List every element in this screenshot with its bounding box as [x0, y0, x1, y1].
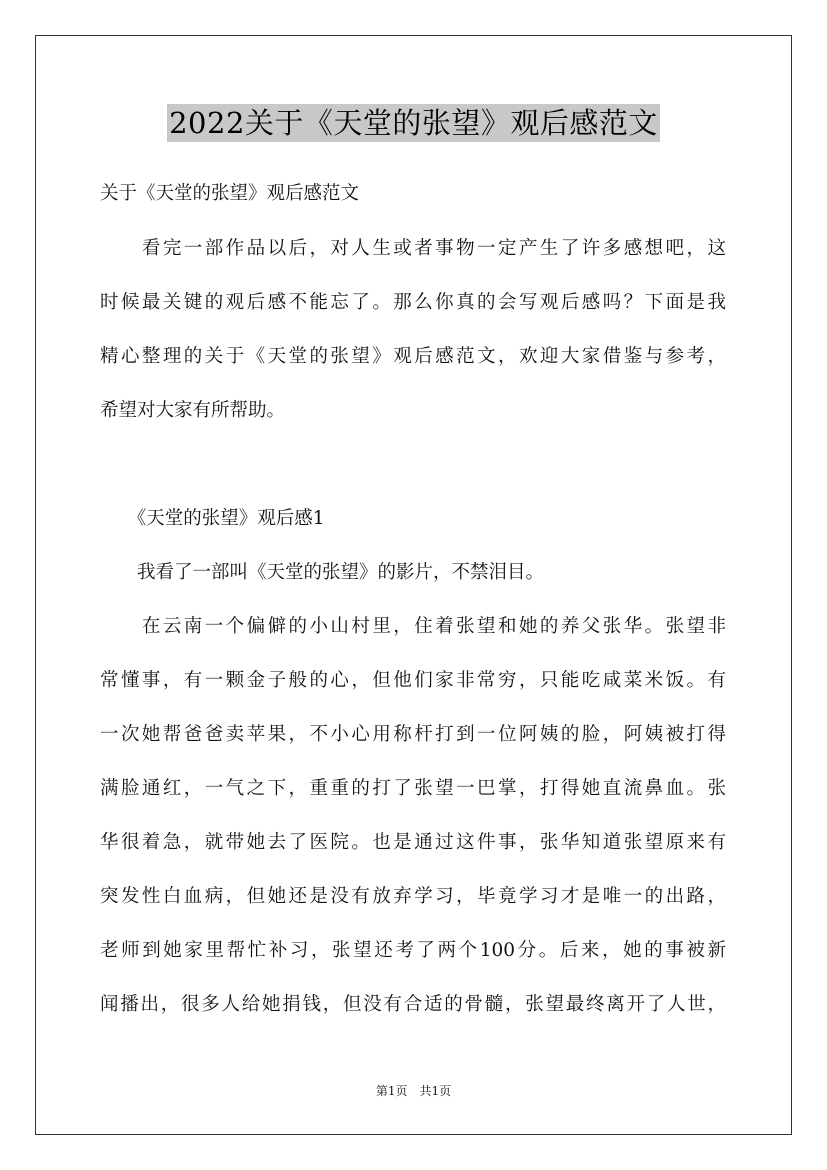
intro-line-2: 时候最关键的观后感不能忘了。那么你真的会写观后感吗？下面是我: [100, 292, 726, 313]
document-title: 2022关于《天堂的张望》观后感范文: [169, 106, 658, 140]
paragraph-2-line-4: 满脸通红，一气之下，重重的打了张望一巴掌，打得她直流鼻血。张: [100, 778, 726, 799]
title-container: [0, 104, 827, 142]
paragraph-2-line-2: 常懂事，有一颗金子般的心，但他们家非常穷，只能吃咸菜米饭。有: [100, 670, 726, 691]
intro-line-1: 看完一部作品以后，对人生或者事物一定产生了许多感想吧，这: [100, 238, 726, 259]
section-heading: 《天堂的张望》观后感1: [100, 508, 325, 529]
intro-line-3: 精心整理的关于《天堂的张望》观后感范文，欢迎大家借鉴与参考，: [100, 346, 726, 367]
paragraph-1: 我看了一部叫《天堂的张望》的影片，不禁泪目。: [100, 562, 545, 583]
paragraph-2-line-1: 在云南一个偏僻的小山村里，住着张望和她的养父张华。张望非: [100, 616, 726, 637]
paragraph-2-line-5: 华很着急，就带她去了医院。也是通过这件事，张华知道张望原来有: [100, 832, 726, 853]
intro-line-4: 希望对大家有所帮助。: [100, 400, 286, 421]
page-footer: 第1页 共1页: [375, 1084, 452, 1098]
subtitle: 关于《天堂的张望》观后感范文: [100, 183, 360, 204]
paragraph-2-line-6: 突发性白血病，但她还是没有放弃学习，毕竟学习才是唯一的出路，: [100, 886, 726, 907]
paragraph-2-line-3: 一次她帮爸爸卖苹果，不小心用称杆打到一位阿姨的脸，阿姨被打得: [100, 724, 726, 745]
paragraph-2-line-7: 老师到她家里帮忙补习，张望还考了两个100分。后来，她的事被新: [100, 940, 726, 961]
paragraph-2-line-8: 闻播出，很多人给她捐钱，但没有合适的骨髓，张望最终离开了人世，: [100, 994, 726, 1015]
